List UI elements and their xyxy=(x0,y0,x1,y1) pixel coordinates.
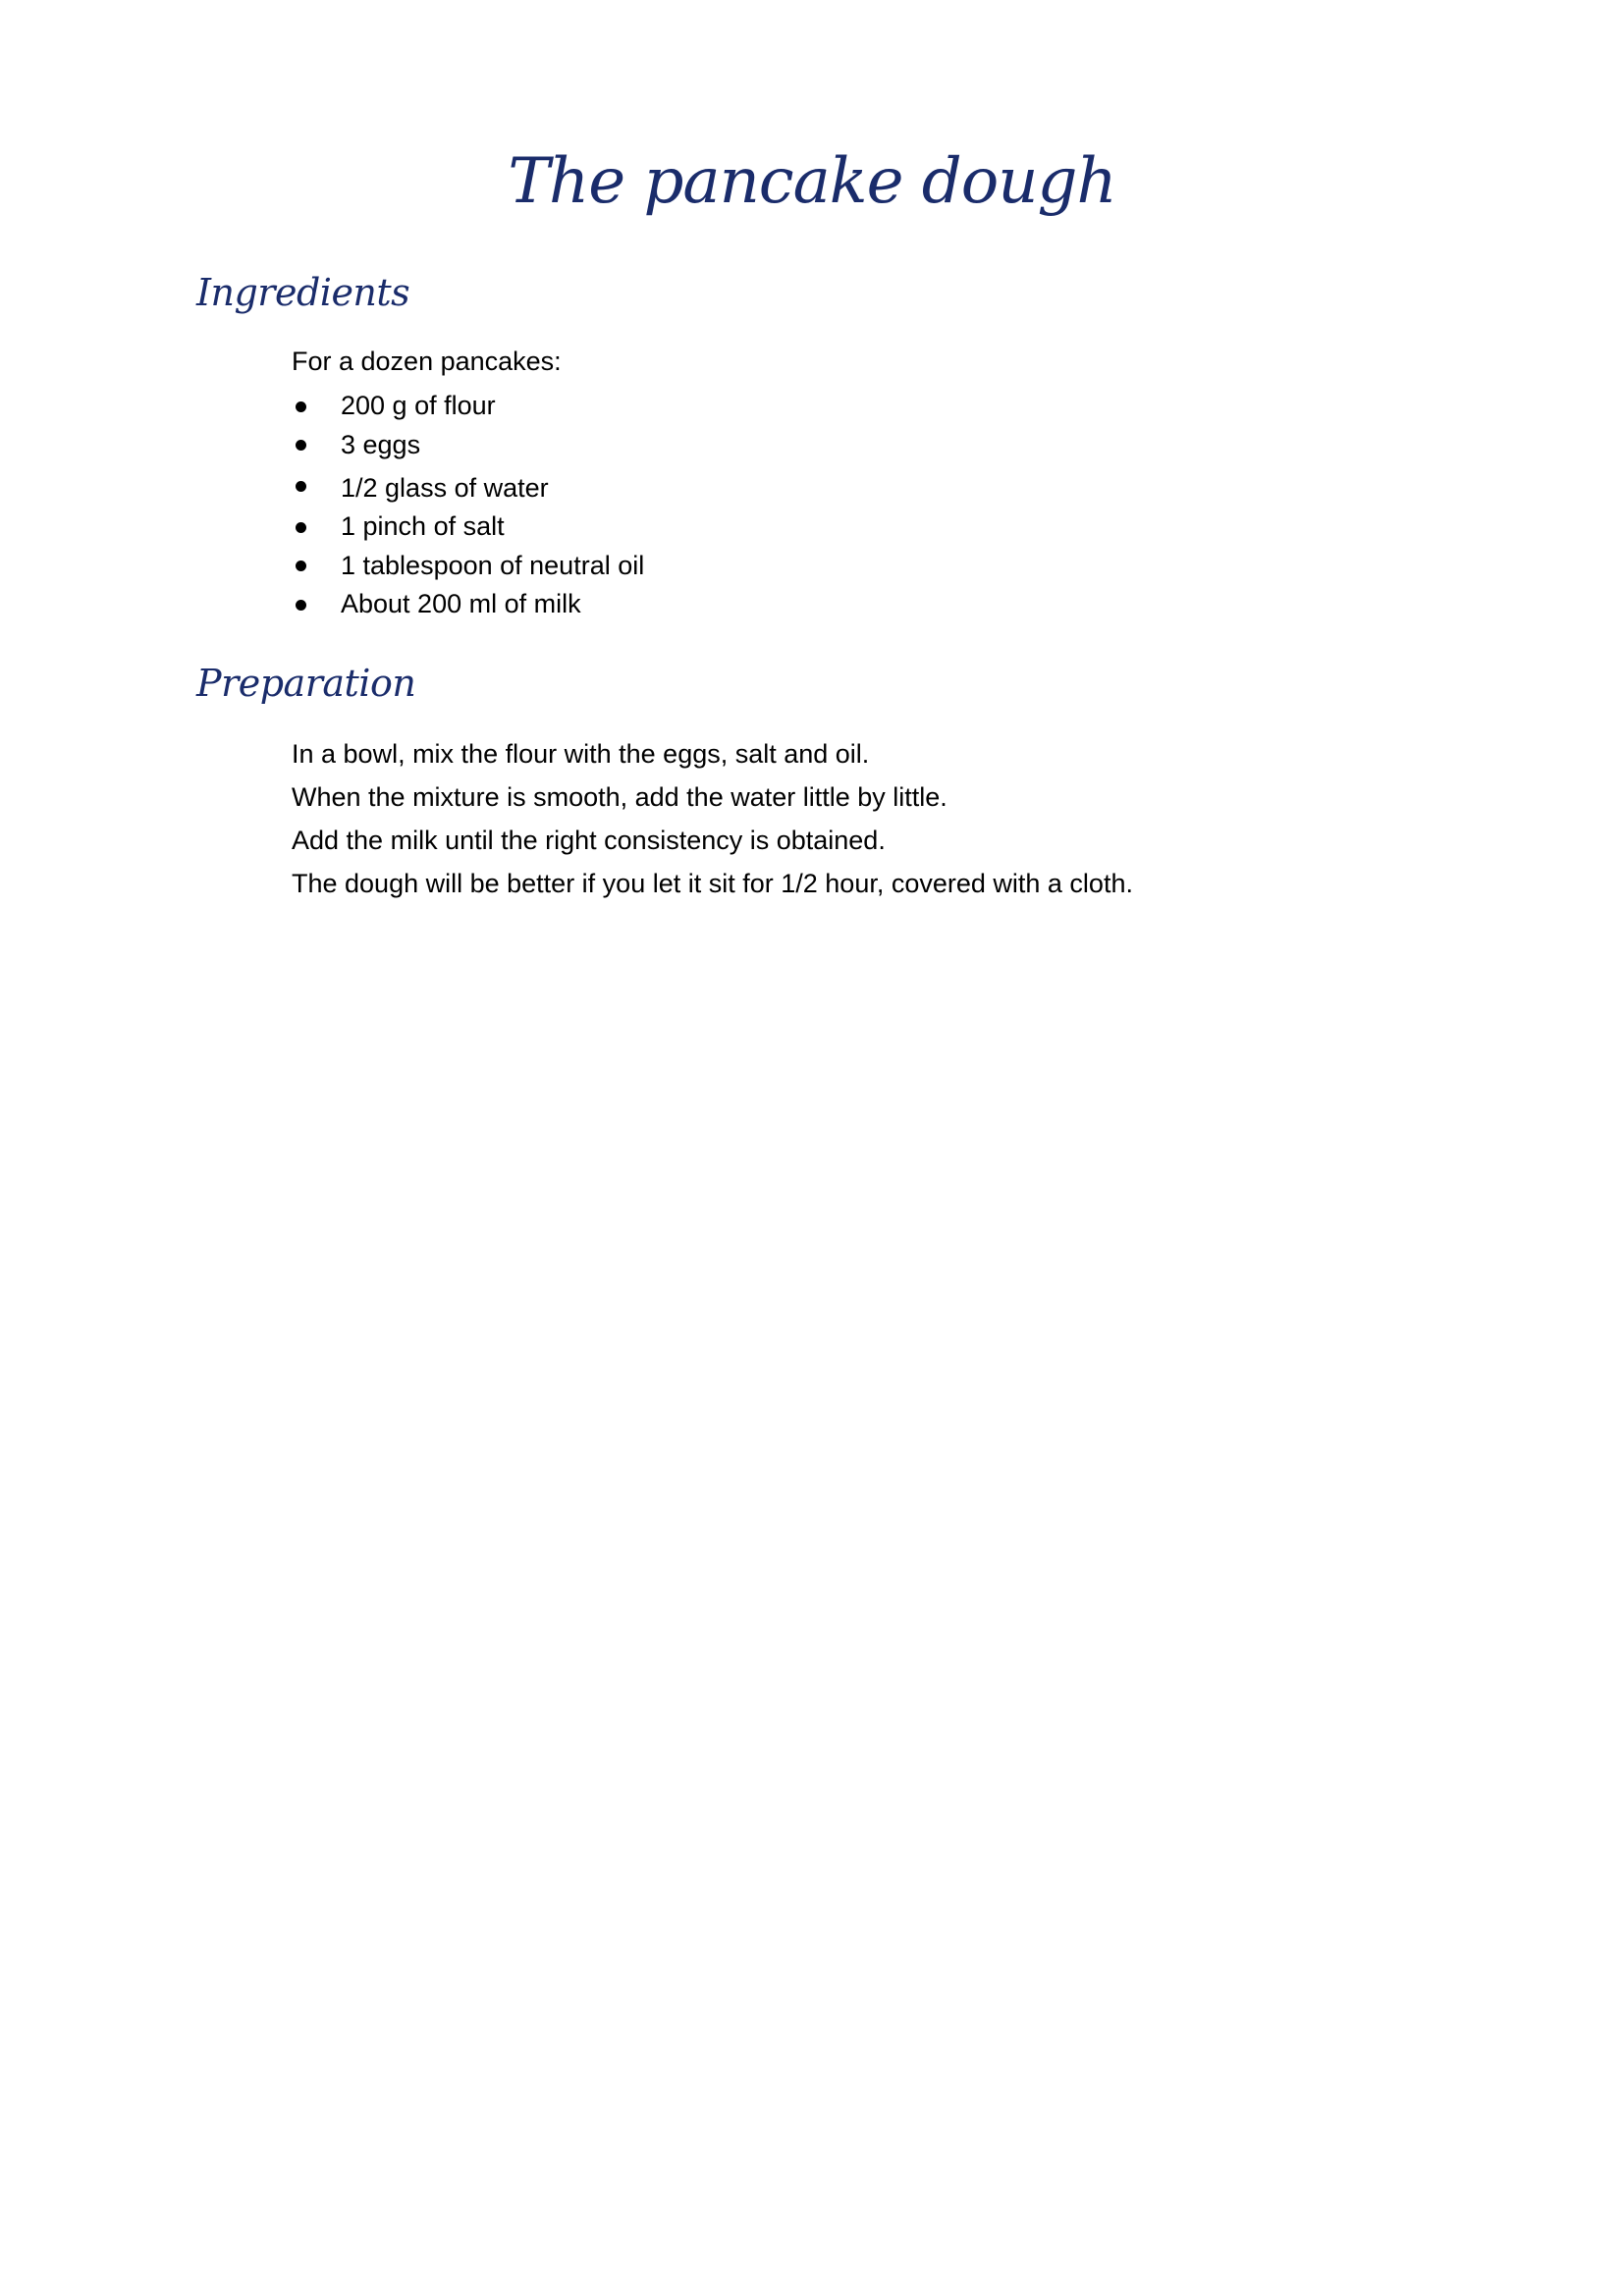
ingredient-item xyxy=(292,387,644,426)
ingredient-item xyxy=(292,547,644,586)
bullet-icon xyxy=(296,561,306,571)
bullet-icon xyxy=(296,481,306,492)
ingredient-text: 3 eggs xyxy=(341,429,421,459)
ingredient-text: 1/2 glass of water xyxy=(341,473,549,503)
bullet-icon xyxy=(296,401,306,412)
document-title: The pancake dough xyxy=(508,145,1116,218)
preparation-steps xyxy=(292,732,1133,905)
ingredient-text: 1 tablespoon of neutral oil xyxy=(341,550,645,580)
bullet-icon xyxy=(296,522,306,533)
preparation-step: The dough will be better if you let it sit for 1/2 hour, covered with a cloth. xyxy=(292,869,1133,898)
preparation-step: Add the milk until the right consistency is obtained. xyxy=(292,826,886,855)
preparation-step: In a bowl, mix the flour with the eggs, salt and oil. xyxy=(292,739,870,769)
ingredient-item xyxy=(292,464,644,507)
ingredient-item xyxy=(292,426,644,465)
ingredient-item xyxy=(292,507,644,547)
ingredients-intro: For a dozen pancakes: xyxy=(292,347,562,376)
preparation-heading: Preparation xyxy=(196,662,416,705)
ingredient-item xyxy=(292,585,644,624)
ingredient-text: 1 pinch of salt xyxy=(341,511,505,541)
bullet-icon xyxy=(296,600,306,611)
ingredient-list xyxy=(292,387,644,624)
ingredient-text: About 200 ml of milk xyxy=(341,589,581,618)
ingredient-text: 200 g of flour xyxy=(341,391,496,420)
ingredients-heading: Ingredients xyxy=(196,271,410,314)
bullet-icon xyxy=(296,440,306,451)
preparation-step: When the mixture is smooth, add the water little by little. xyxy=(292,782,947,812)
